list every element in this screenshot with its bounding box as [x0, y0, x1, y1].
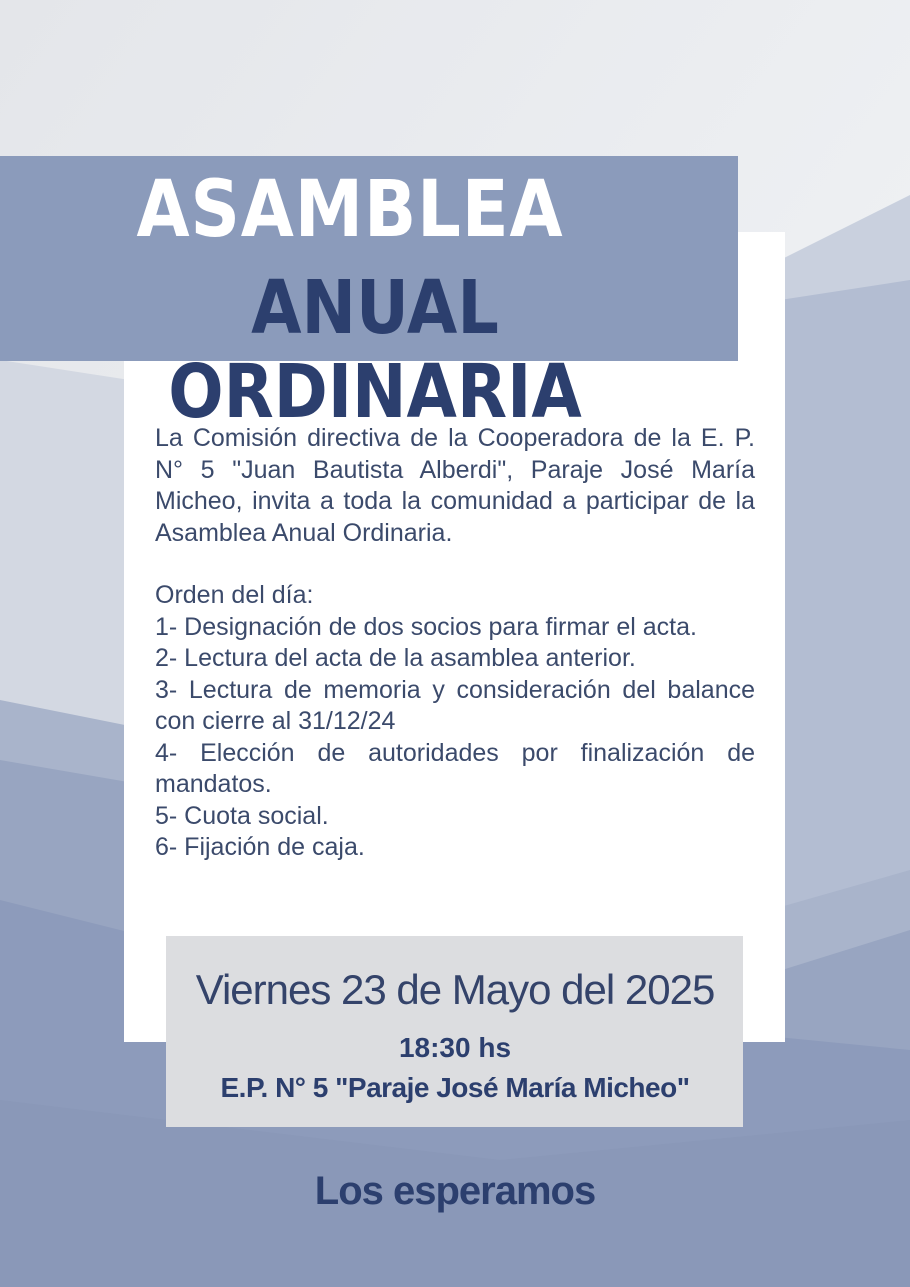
event-time: 18:30 hs — [398, 1032, 512, 1063]
title-line-1: ASAMBLEA — [136, 165, 564, 255]
intro-paragraph: La Comisión directiva de la Cooperadora de la E. P. N° 5 "Juan Bautista Alberdi", Paraje José María Micheo, invita a toda la comunidad a participar de la Asamblea Anual Ordinaria. — [155, 424, 755, 547]
agenda-list — [155, 612, 755, 864]
body-text — [155, 423, 755, 864]
event-date: Viernes 23 de Mayo del 2025 — [195, 966, 715, 1013]
event-place: E.P. N° 5 "Paraje José María Micheo" — [220, 1072, 690, 1103]
agenda-item: 2- Lectura del acta de la asamblea anterior. — [155, 644, 636, 672]
closing-message: Los esperamos — [314, 1169, 596, 1213]
agenda-item: 5- Cuota social. — [155, 801, 329, 830]
agenda-item: 4- Elección de autoridades por finalización de mandatos. — [155, 738, 755, 798]
agenda-heading: Orden del día: — [155, 581, 314, 609]
title-line-2: ANUAL ORDINARIA — [168, 265, 582, 435]
agenda-item: 6- Fijación de caja. — [155, 833, 365, 861]
agenda-item: 1- Designación de dos socios para firmar el acta. — [155, 612, 697, 641]
agenda-item: 3- Lectura de memoria y consideración del balance con cierre al 31/12/24 — [155, 675, 755, 735]
